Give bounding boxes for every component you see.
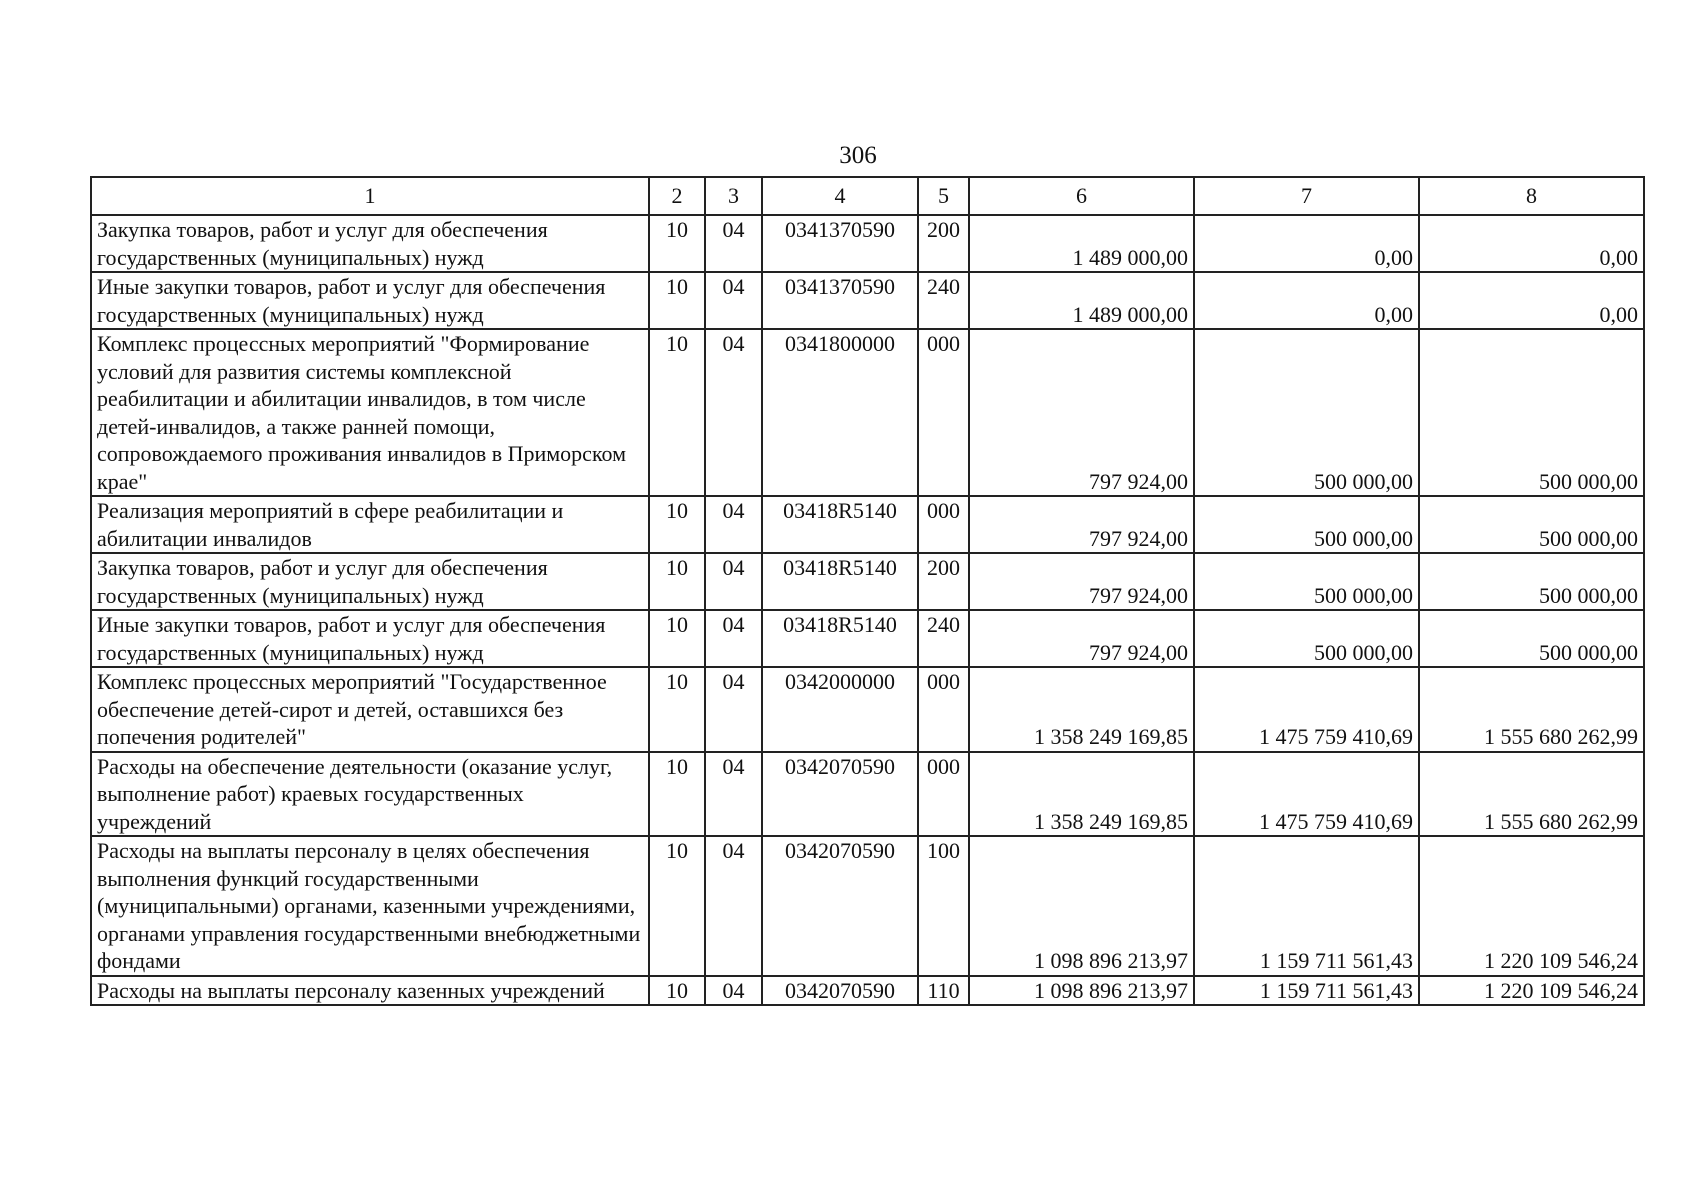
subsection-code-cell: 04 (705, 553, 762, 610)
expense-name-cell: Закупка товаров, работ и услуг для обеспечения государственных (муниципальных) нужд (91, 553, 649, 610)
amount-col7-cell: 0,00 (1194, 272, 1419, 329)
table-row (91, 752, 1644, 837)
amount-col6-cell: 1 098 896 213,97 (969, 976, 1194, 1006)
target-article-cell: 0341800000 (762, 329, 918, 496)
expense-type-cell: 000 (918, 329, 969, 496)
amount-col6-cell: 1 098 896 213,97 (969, 836, 1194, 976)
expense-type-cell: 200 (918, 553, 969, 610)
column-header: 7 (1194, 177, 1419, 215)
target-article-cell: 03418R5140 (762, 496, 918, 553)
expense-name-cell: Комплекс процессных мероприятий "Государственное обеспечение детей-сирот и детей, оставшихся без попечения родителей" (91, 667, 649, 752)
target-article-cell: 0342070590 (762, 836, 918, 976)
expense-type-cell: 000 (918, 752, 969, 837)
table-body (91, 177, 1644, 1005)
expense-name-cell: Закупка товаров, работ и услуг для обеспечения государственных (муниципальных) нужд (91, 215, 649, 272)
amount-col8-cell: 1 555 680 262,99 (1419, 752, 1644, 837)
target-article-cell: 0342070590 (762, 976, 918, 1006)
target-article-cell: 0342070590 (762, 752, 918, 837)
table-row (91, 553, 1644, 610)
amount-col8-cell: 500 000,00 (1419, 553, 1644, 610)
expense-name-cell: Расходы на обеспечение деятельности (оказание услуг, выполнение работ) краевых государственных учреждений (91, 752, 649, 837)
subsection-code-cell: 04 (705, 329, 762, 496)
expense-name-cell: Иные закупки товаров, работ и услуг для обеспечения государственных (муниципальных) нужд (91, 272, 649, 329)
amount-col6-cell: 797 924,00 (969, 329, 1194, 496)
amount-col7-cell: 0,00 (1194, 215, 1419, 272)
column-header: 8 (1419, 177, 1644, 215)
amount-col6-cell: 1 489 000,00 (969, 272, 1194, 329)
amount-col8-cell: 500 000,00 (1419, 329, 1644, 496)
expense-type-cell: 200 (918, 215, 969, 272)
amount-col7-cell: 500 000,00 (1194, 610, 1419, 667)
amount-col6-cell: 1 358 249 169,85 (969, 752, 1194, 837)
column-header: 3 (705, 177, 762, 215)
column-header: 1 (91, 177, 649, 215)
target-article-cell: 03418R5140 (762, 553, 918, 610)
expense-type-cell: 000 (918, 667, 969, 752)
table-row (91, 976, 1644, 1006)
amount-col8-cell: 1 220 109 546,24 (1419, 976, 1644, 1006)
expense-name-cell: Комплекс процессных мероприятий "Формирование условий для развития системы комплексной реабилитации и абилитации инвалидов, в том числе детей-инвалидов, а также ранней помощи, сопровождаемого проживания инвалидов в Приморском крае" (91, 329, 649, 496)
amount-col7-cell: 1 159 711 561,43 (1194, 976, 1419, 1006)
amount-col8-cell: 1 220 109 546,24 (1419, 836, 1644, 976)
section-code-cell: 10 (649, 553, 705, 610)
amount-col7-cell: 500 000,00 (1194, 553, 1419, 610)
subsection-code-cell: 04 (705, 610, 762, 667)
section-code-cell: 10 (649, 215, 705, 272)
section-code-cell: 10 (649, 836, 705, 976)
table-row (91, 836, 1644, 976)
subsection-code-cell: 04 (705, 667, 762, 752)
table-row (91, 215, 1644, 272)
target-article-cell: 03418R5140 (762, 610, 918, 667)
subsection-code-cell: 04 (705, 836, 762, 976)
section-code-cell: 10 (649, 496, 705, 553)
amount-col8-cell: 500 000,00 (1419, 610, 1644, 667)
amount-col6-cell: 797 924,00 (969, 496, 1194, 553)
column-header: 5 (918, 177, 969, 215)
page-number: 306 (839, 142, 877, 169)
amount-col6-cell: 1 489 000,00 (969, 215, 1194, 272)
target-article-cell: 0341370590 (762, 215, 918, 272)
section-code-cell: 10 (649, 329, 705, 496)
section-code-cell: 10 (649, 272, 705, 329)
column-header: 2 (649, 177, 705, 215)
subsection-code-cell: 04 (705, 752, 762, 837)
amount-col8-cell: 0,00 (1419, 215, 1644, 272)
amount-col8-cell: 0,00 (1419, 272, 1644, 329)
subsection-code-cell: 04 (705, 272, 762, 329)
section-code-cell: 10 (649, 752, 705, 837)
expense-type-cell: 000 (918, 496, 969, 553)
expense-name-cell: Расходы на выплаты персоналу в целях обеспечения выполнения функций государственными (муниципальными) органами, казенными учреждениями, органами управления государственными внебюджетными фондами (91, 836, 649, 976)
subsection-code-cell: 04 (705, 215, 762, 272)
table-row (91, 329, 1644, 496)
amount-col7-cell: 1 475 759 410,69 (1194, 752, 1419, 837)
target-article-cell: 0342000000 (762, 667, 918, 752)
expense-type-cell: 240 (918, 610, 969, 667)
subsection-code-cell: 04 (705, 496, 762, 553)
expense-name-cell: Иные закупки товаров, работ и услуг для обеспечения государственных (муниципальных) нужд (91, 610, 649, 667)
expense-type-cell: 100 (918, 836, 969, 976)
amount-col6-cell: 1 358 249 169,85 (969, 667, 1194, 752)
column-number-row (91, 177, 1644, 215)
expense-name-cell: Расходы на выплаты персоналу казенных учреждений (91, 976, 649, 1006)
table-row (91, 667, 1644, 752)
amount-col8-cell: 500 000,00 (1419, 496, 1644, 553)
amount-col7-cell: 1 159 711 561,43 (1194, 836, 1419, 976)
column-header: 6 (969, 177, 1194, 215)
amount-col7-cell: 500 000,00 (1194, 496, 1419, 553)
table-row (91, 496, 1644, 553)
amount-col7-cell: 1 475 759 410,69 (1194, 667, 1419, 752)
expense-type-cell: 110 (918, 976, 969, 1006)
table-row (91, 610, 1644, 667)
expense-name-cell: Реализация мероприятий в сфере реабилитации и абилитации инвалидов (91, 496, 649, 553)
amount-col6-cell: 797 924,00 (969, 610, 1194, 667)
section-code-cell: 10 (649, 667, 705, 752)
amount-col6-cell: 797 924,00 (969, 553, 1194, 610)
subsection-code-cell: 04 (705, 976, 762, 1006)
column-header: 4 (762, 177, 918, 215)
amount-col7-cell: 500 000,00 (1194, 329, 1419, 496)
section-code-cell: 10 (649, 610, 705, 667)
budget-table (90, 176, 1645, 1006)
table-row (91, 272, 1644, 329)
section-code-cell: 10 (649, 976, 705, 1006)
amount-col8-cell: 1 555 680 262,99 (1419, 667, 1644, 752)
target-article-cell: 0341370590 (762, 272, 918, 329)
expense-type-cell: 240 (918, 272, 969, 329)
